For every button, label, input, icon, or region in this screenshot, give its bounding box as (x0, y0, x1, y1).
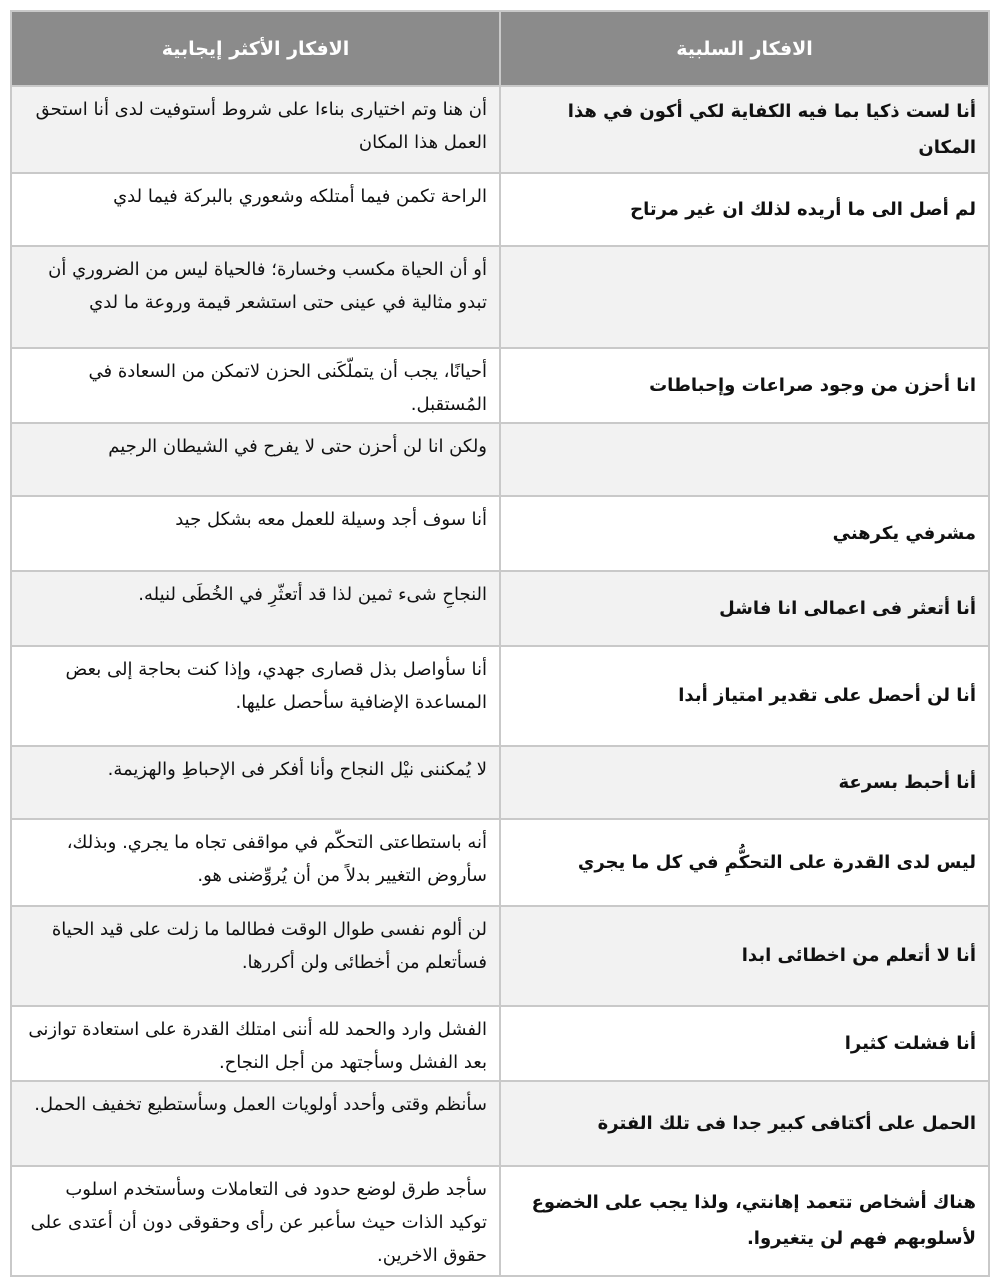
table-row (11, 423, 989, 496)
table-row (11, 1081, 989, 1166)
positive-thought-cell: أنا سوف أجد وسيلة للعمل معه بشكل جيد (11, 496, 500, 571)
table-row (11, 173, 989, 246)
negative-thought-cell: أنا فشلت كثيرا (500, 1006, 989, 1081)
thoughts-table (10, 10, 990, 1277)
table-row (11, 496, 989, 571)
table-row (11, 646, 989, 746)
negative-thought-cell: أنا لا أتعلم من اخطائى ابدا (500, 906, 989, 1006)
header-positive-thoughts: الافكار الأكثر إيجابية (11, 11, 500, 86)
positive-thought-cell: النجاحِ شىء ثمين لذا قد أتعثّرِ في الخُطَى لنيله. (11, 571, 500, 646)
table-row (11, 86, 989, 173)
positive-thought-cell: الراحة تكمن فيما أمتلكه وشعوري بالبركة فيما لدي (11, 173, 500, 246)
positive-thought-cell: ولكن انا لن أحزن حتى لا يفرح في الشيطان الرجيم (11, 423, 500, 496)
negative-thought-cell: ليس لدى القدرة على التحكُّمِ في كل ما يجري (500, 819, 989, 906)
positive-thought-cell: أنه باستطاعتى التحكّم في مواقفى تجاه ما يجري. وبذلك، سأروض التغيير بدلاً من أن يُروِّضنى هو. (11, 819, 500, 906)
table-row (11, 746, 989, 819)
positive-thought-cell: أنا سأواصل بذل قصارى جهدي، وإذا كنت بحاجة إلى بعض المساعدة الإضافية سأحصل عليها. (11, 646, 500, 746)
negative-thought-cell: أنا أتعثر فى اعمالى انا فاشل (500, 571, 989, 646)
positive-thought-cell: الفشل وارد والحمد لله أننى امتلك القدرة على استعادة توازنى بعد الفشل وسأجتهد من أجل النجاح. (11, 1006, 500, 1081)
negative-thought-cell: أنا لست ذكيا بما فيه الكفاية لكي أكون في هذا المكان (500, 86, 989, 173)
negative-thought-cell: هناك أشخاص تتعمد إهانتي، ولذا يجب على الخضوع لأسلوبهم فهم لن يتغيروا. (500, 1166, 989, 1276)
negative-thought-cell (500, 246, 989, 348)
table-row (11, 1006, 989, 1081)
positive-thought-cell: سأجد طرق لوضع حدود فى التعاملات وسأستخدم اسلوب توكيد الذات حيث سأعبر عن رأى وحقوقى دون أن أعتدى على حقوق الاخرين. (11, 1166, 500, 1276)
header-negative-thoughts: الافكار السلبية (500, 11, 989, 86)
table-row (11, 246, 989, 348)
header-row (11, 11, 989, 86)
negative-thought-cell: الحمل على أكتافى كبير جدا فى تلك الفترة (500, 1081, 989, 1166)
positive-thought-cell: أو أن الحياة مكسب وخسارة؛ فالحياة ليس من الضروري أن تبدو مثالية في عينى حتى استشعر قيمة وروعة ما لدي (11, 246, 500, 348)
negative-thought-cell: أنا لن أحصل على تقدير امتياز أبدا (500, 646, 989, 746)
negative-thought-cell: أنا أحبط بسرعة (500, 746, 989, 819)
negative-thought-cell (500, 423, 989, 496)
negative-thought-cell: لم أصل الى ما أريده لذلك ان غير مرتاح (500, 173, 989, 246)
negative-thought-cell: انا أحزن من وجود صراعات وإحباطات (500, 348, 989, 423)
table-row (11, 348, 989, 423)
table-row (11, 906, 989, 1006)
negative-thought-cell: مشرفي يكرهني (500, 496, 989, 571)
positive-thought-cell: أحيانًا، يجب أن يتملّكَنى الحزن لاتمكن من السعادة في المُستقبل. (11, 348, 500, 423)
table-row (11, 819, 989, 906)
positive-thought-cell: سأنظم وقتى وأحدد أولويات العمل وسأستطيع تخفيف الحمل. (11, 1081, 500, 1166)
positive-thought-cell: أن هنا وتم اختيارى بناءا على شروط أستوفيت لدى أنا استحق العمل هذا المكان (11, 86, 500, 173)
positive-thought-cell: لا يُمكننى نيْل النجاح وأنا أفكر فى الإحباطِ والهزيمة. (11, 746, 500, 819)
table-row (11, 571, 989, 646)
table-row (11, 1166, 989, 1276)
positive-thought-cell: لن ألوم نفسى طوال الوقت فطالما ما زلت على قيد الحياة فسأتعلم من أخطائى ولن أكررها. (11, 906, 500, 1006)
